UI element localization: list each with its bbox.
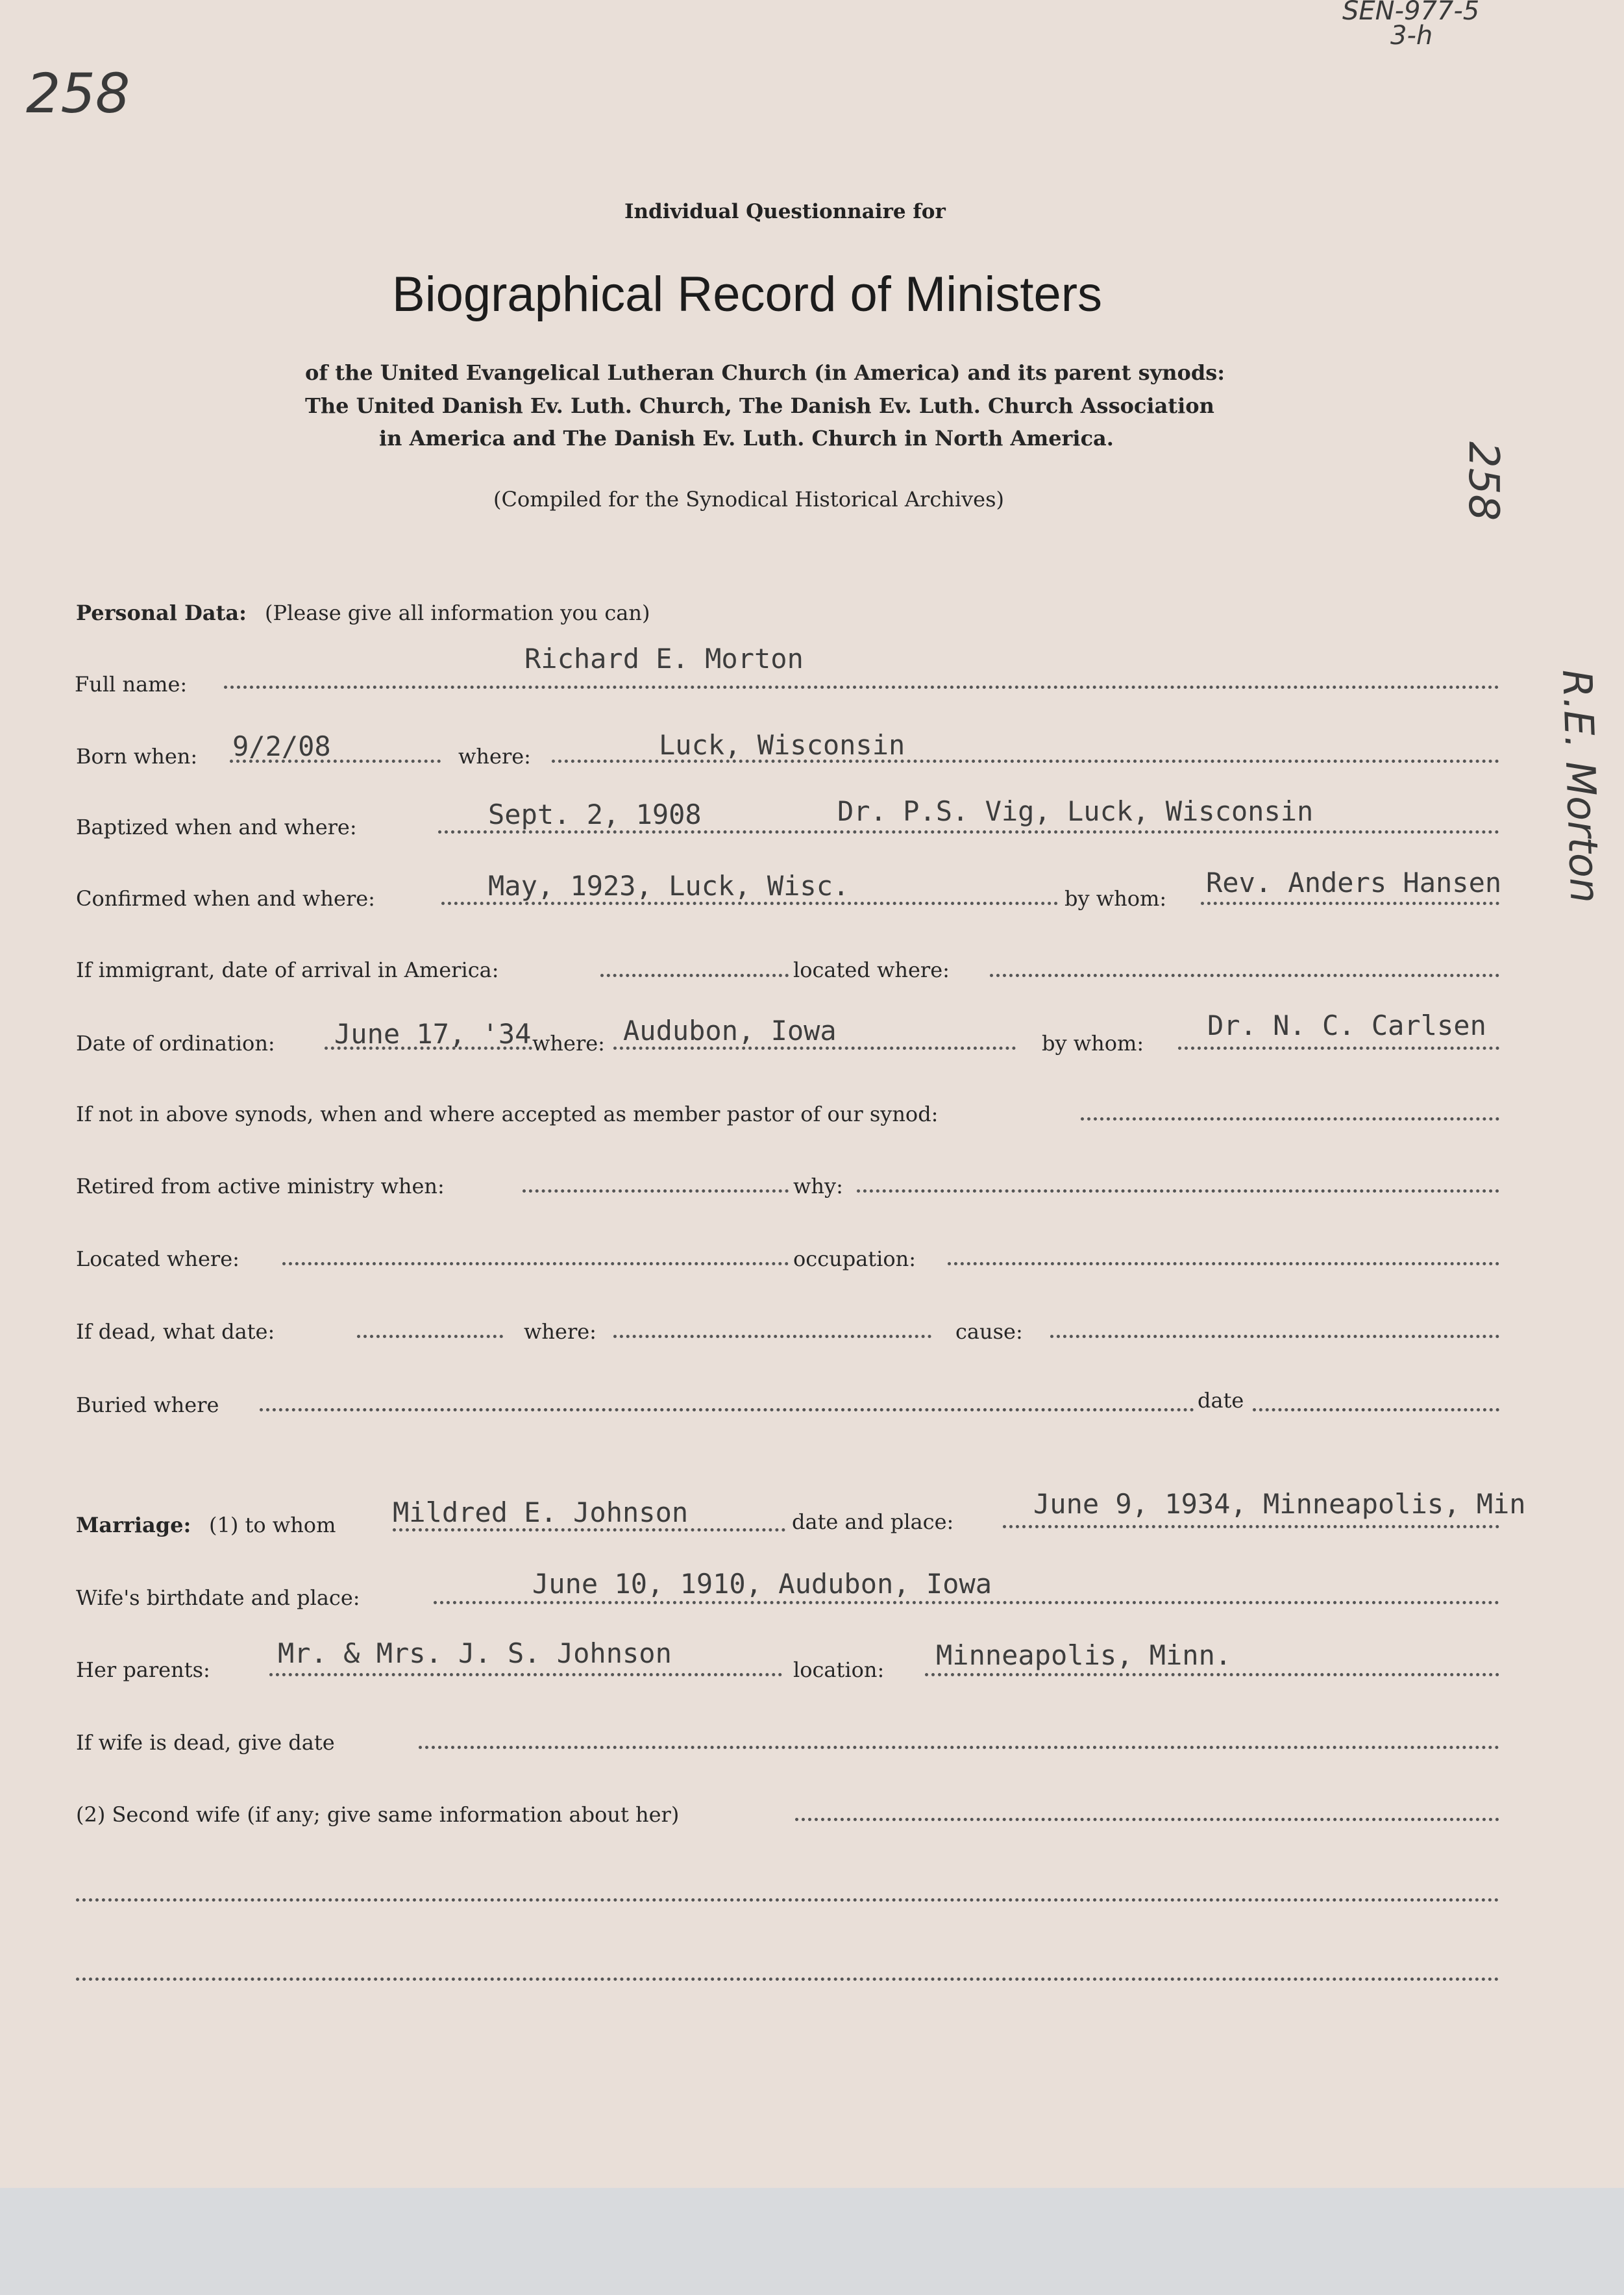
confirmed-value: May, 1923, Luck, Wisc.	[488, 870, 850, 902]
wife-birth-label: Wife's birthdate and place:	[76, 1585, 360, 1610]
wife-birth-value: June 10, 1910, Audubon, Iowa	[532, 1568, 992, 1600]
wife-dead-label: If wife is dead, give date	[76, 1730, 335, 1755]
confirmed-label: Confirmed when and where:	[76, 886, 375, 911]
born-where-value: Luck, Wisconsin	[659, 729, 905, 761]
form-title: Biographical Record of Ministers	[392, 267, 1103, 322]
ordination-by-value: Dr. N. C. Carlsen	[1207, 1010, 1486, 1041]
top-left-number: 258	[26, 62, 130, 125]
personal-data-note: (Please give all information you can)	[265, 601, 650, 625]
born-when-label: Born when:	[76, 744, 198, 769]
dead-date-label: If dead, what date:	[76, 1319, 275, 1344]
subtitle-line2: The United Danish Ev. Luth. Church, The Danish Ev. Luth. Church Association	[305, 393, 1214, 418]
ordination-label: Date of ordination:	[76, 1031, 275, 1056]
ordination-where-value: Audubon, Iowa	[623, 1015, 837, 1047]
ordination-date-value: June 17, '34	[334, 1018, 532, 1050]
subtitle-line3: in America and The Danish Ev. Luth. Church in North America.	[379, 426, 1114, 451]
date-place-value: June 9, 1934, Minneapolis, Min	[1033, 1488, 1526, 1520]
subtitle-line1: of the United Evangelical Lutheran Church (in America) and its parent synods:	[305, 360, 1225, 385]
blank-line-1	[76, 1898, 1499, 1902]
parents-value: Mr. & Mrs. J. S. Johnson	[278, 1637, 672, 1669]
blank-line-2	[76, 1978, 1499, 1981]
baptized-place-value: Dr. P.S. Vig, Luck, Wisconsin	[837, 795, 1314, 827]
margin-name: R.E. Morton	[1553, 669, 1609, 904]
dead-cause-label: cause:	[955, 1319, 1023, 1344]
parents-location-label: location:	[793, 1657, 885, 1682]
synod-label: If not in above synods, when and where accepted as member pastor of our synod:	[76, 1102, 939, 1126]
to-whom-value: Mildred E. Johnson	[393, 1496, 689, 1528]
date-place-label: date and place:	[792, 1509, 954, 1534]
buried-label: Buried where	[76, 1393, 219, 1417]
confirmed-by-label: by whom:	[1064, 886, 1167, 911]
dead-where-label: where:	[524, 1319, 597, 1344]
ordination-by-label: by whom:	[1042, 1031, 1144, 1056]
confirmed-by-value: Rev. Anders Hansen	[1206, 867, 1502, 899]
marriage-heading: Marriage:	[76, 1513, 191, 1537]
scanner-background	[0, 2188, 1624, 2295]
born-where-label: where:	[458, 744, 531, 769]
immigrant-located-label: located where:	[793, 958, 950, 982]
full-name-value: Richard E. Morton	[524, 643, 804, 675]
located-label: Located where:	[76, 1247, 240, 1271]
ordination-where-label: where:	[532, 1031, 605, 1056]
immigrant-label: If immigrant, date of arrival in America:	[76, 958, 499, 982]
margin-number: 258	[1459, 441, 1507, 521]
retired-why-label: why:	[793, 1174, 843, 1198]
top-right-code-line1: SEN-977-5	[1342, 0, 1480, 26]
top-right-code-line2: 3-h	[1390, 21, 1433, 51]
retired-label: Retired from active ministry when:	[76, 1174, 445, 1198]
personal-data-heading: Personal Data:	[76, 601, 247, 625]
pretitle: Individual Questionnaire for	[624, 200, 946, 223]
parents-label: Her parents:	[76, 1657, 210, 1682]
buried-date-label: date	[1198, 1388, 1244, 1413]
baptized-label: Baptized when and where:	[76, 815, 357, 839]
second-wife-label: (2) Second wife (if any; give same information about her)	[76, 1802, 680, 1827]
full-name-label: Full name:	[75, 672, 188, 697]
occupation-label: occupation:	[793, 1247, 917, 1271]
baptized-date-value: Sept. 2, 1908	[488, 799, 702, 830]
compiled-note: (Compiled for the Synodical Historical Archives)	[493, 487, 1004, 512]
born-when-value: 9/2/08	[232, 730, 331, 762]
parents-location-value: Minneapolis, Minn.	[936, 1639, 1232, 1671]
to-whom-label: (1) to whom	[209, 1513, 336, 1537]
